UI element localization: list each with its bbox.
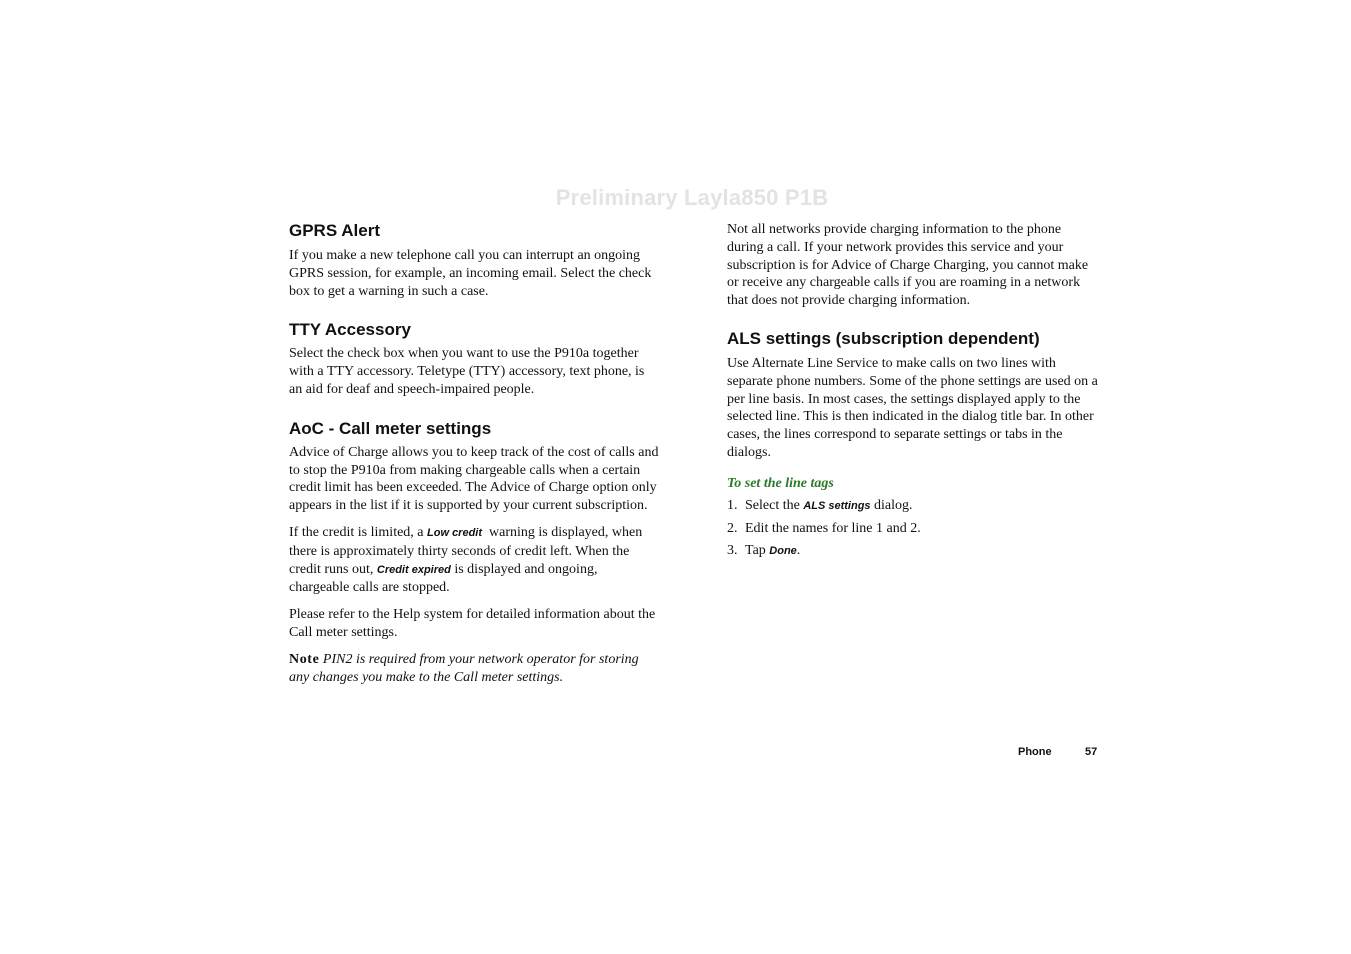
- step-1-number: 1.: [727, 497, 738, 513]
- als-settings-label: ALS settings: [803, 499, 871, 512]
- step-3-text-a: Tap: [745, 543, 770, 559]
- step-3-text-b: .: [796, 543, 801, 559]
- note-text: PIN2 is required from your network operator for storing any changes you make to the Call meter settings.: [289, 651, 639, 685]
- step-3-text: [745, 542, 800, 561]
- procedure-title: To set the line tags: [727, 475, 834, 491]
- step-2: [727, 520, 1099, 538]
- tty-accessory-section: [289, 320, 661, 398]
- left-column: [289, 221, 661, 686]
- low-credit-label: Low credit: [427, 526, 483, 539]
- step-2-text: Edit the names for line 1 and 2.: [745, 521, 921, 537]
- gprs-alert-body: If you make a new telephone call you can interrupt an ongoing GPRS session, for example, an incoming email. Select the check box to get a warning in such a case.: [289, 248, 652, 299]
- gprs-alert-section: [289, 221, 661, 300]
- aoc-p2-text-b: warning is displayed, when there is approximately thirty seconds of credit left. When the credit runs out,: [289, 524, 646, 577]
- procedure-steps: [727, 497, 1099, 561]
- watermark: Preliminary Layla850 P1B: [555, 185, 829, 210]
- als-settings-section: [727, 329, 1099, 561]
- step-1-text-b: dialog.: [870, 497, 913, 513]
- step-1: [727, 497, 1099, 516]
- aoc-p2-text-c: is displayed and ongoing, chargeable calls are stopped.: [289, 561, 598, 596]
- step-1-text: [745, 497, 913, 516]
- charging-info-paragraph: Not all networks provide charging information to the phone during a call. If your network provides this service and your subscription is for Advice of Charge Charging, you cannot make or receive any chargeable calls if you are roaming in a network that does not provide charging information.: [727, 222, 1089, 309]
- aoc-paragraph-1: Advice of Charge allows you to keep track of the cost of calls and to stop the P910a from making chargeable calls when a certain credit limit has been exceeded. The Advice of Charge option only appears in the list if it is supported by your current subscription.: [289, 444, 659, 514]
- aoc-heading: AoC - Call meter settings: [289, 418, 492, 438]
- credit-expired-label: Credit expired: [376, 563, 451, 576]
- step-3-number: 3.: [727, 543, 738, 559]
- aoc-paragraph-2: [289, 524, 661, 597]
- tty-accessory-heading: TTY Accessory: [289, 320, 411, 340]
- footer-section-name: Phone: [1018, 746, 1052, 758]
- right-column: [727, 221, 1099, 561]
- step-1-text-a: Select the: [745, 497, 804, 513]
- tty-accessory-body: Select the check box when you want to use the P910a together with a TTY accessory. Teletype (TTY) accessory, text phone, is an aid for deaf and speech-impaired people.: [289, 346, 645, 397]
- footer-page-number: 57: [1085, 746, 1098, 758]
- note-label: Note: [289, 651, 320, 667]
- als-settings-body: Use Alternate Line Service to make calls on two lines with separate phone numbers. Some of the phone settings are used on a per line basis. In most cases, the settings displayed apply to the selected line. This is then indicated in the dialog title bar. In other cases, the lines correspond to separate settings or tabs in the dialogs.: [727, 355, 1098, 460]
- step-3: [727, 542, 1099, 561]
- gprs-alert-heading: GPRS Alert: [289, 221, 381, 240]
- aoc-p2-text-a: If the credit is limited, a: [289, 524, 428, 540]
- aoc-paragraph-3: Please refer to the Help system for detailed information about the Call meter settings.: [289, 607, 656, 640]
- als-settings-heading: ALS settings (subscription dependent): [727, 328, 1040, 348]
- note-paragraph: [289, 651, 661, 687]
- step-2-number: 2.: [727, 521, 738, 537]
- done-label: Done: [769, 545, 797, 558]
- aoc-section: [289, 419, 661, 687]
